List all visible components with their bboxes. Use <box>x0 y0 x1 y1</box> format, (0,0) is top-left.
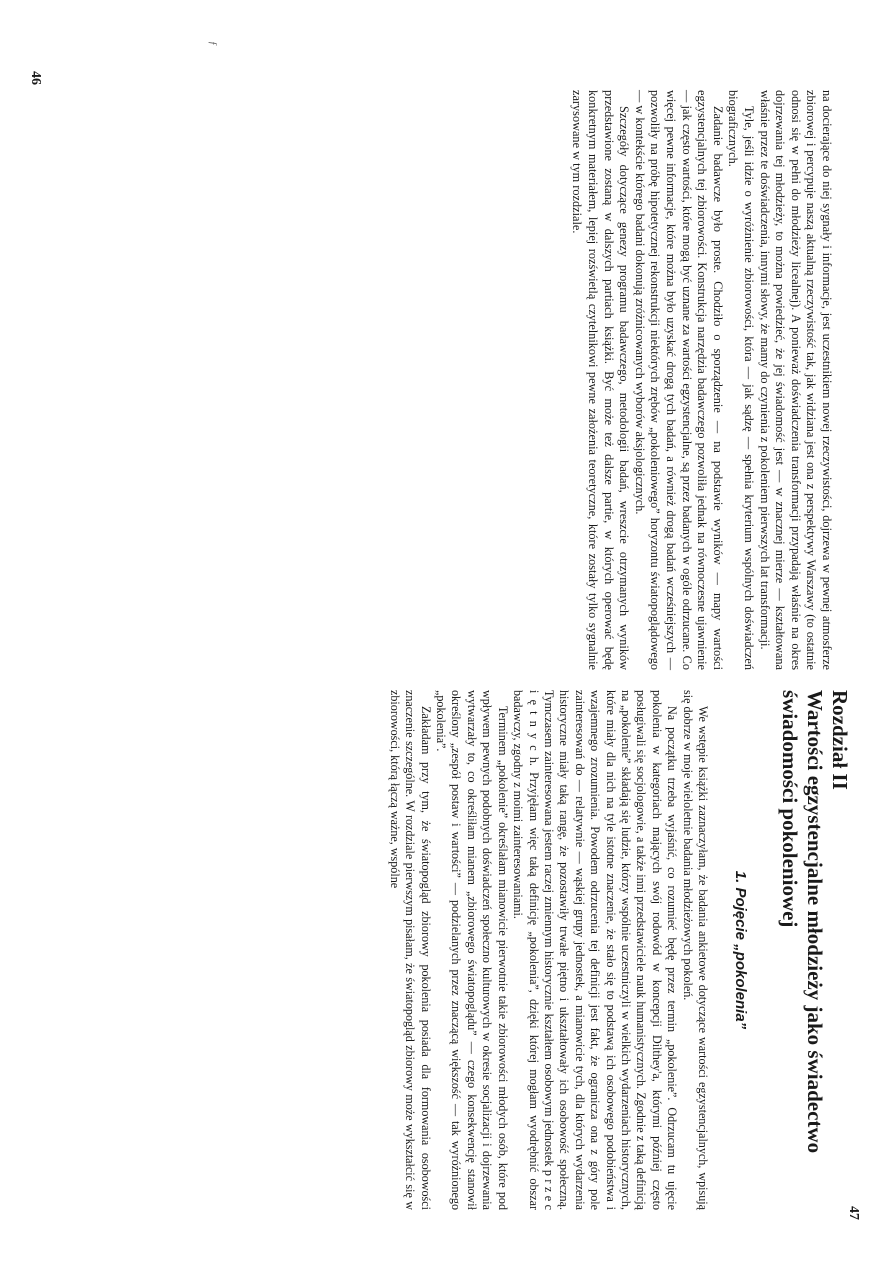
chapter-page <box>386 690 852 1210</box>
chapter-label: Rozdział II <box>828 690 852 790</box>
section-heading: 1. Pojęcie „pokolenia” <box>732 870 749 1030</box>
paragraph: na docierające do niej sygnały i informacje, jest uczestnikiem nowej rzeczywistości, dojrzewa w pewnej atmosferze zbiorowej i percypuje naszą aktualną rzeczywistość tak, jak widziana jest ona z perspektywy Warszawy (to ostatnie odnosi się w pełni do młodzieży licealnej). A ponieważ doświadczenia transformacji przypadają właśnie na okres dojrzewania tej młodzieży, to można powiedzieć, że jej świadomość jest — w znacznej mierze — kształtowana właśnie przez te doświadczenia, innymi słowy, że mamy do czynienia z pokoleniem pierwszych lat transformacji. <box>757 90 834 670</box>
paragraph: We wstępie książki zaznaczyłam, że badania ankietowe dotyczące wartości egzystencjalnych, wpisują się dobrze w moje wieloletnie badania młodzieżowych pokoleń. <box>680 690 710 1210</box>
paragraph: Zadanie badawcze było proste. Chodziło o sporządzenie — na podstawie wyników — mapy wartości egzystencjalnych tej zbiorowości. Konstrukcja narzędzia badawczego pozwoliła jednak na równoczesne ujawnienie — jak często wartości, które mogą być uznane za wartości egzystencjalne, są przez badanych w ogóle odrzucane. Co więcej pewne informacje, które można było uzyskać drogą tych badań, a również drogą badań wcześniejszych — pozwoliły na próbę hipotetycznej rekonstrukcji niektórych zrębów „pokoleniowego” horyzontu światopoglądowego — w kontekście którego badani dokonują zróżnicowanych wyborów aksjologicznych. <box>632 90 725 670</box>
paragraph: Szczegóły dotyczące genezy programu badawczego, metodologii badań, wreszcie otrzymanych wyników przedstawione zostaną w dalszych partiach książki. Być może też dalsze partie, w których operować będę konkretnym materiałem, lepiej rozświetlą czytelnikowi pewne założenia teoretyczne, które zostały tylko sygnalnie zarysowane w tym rozdziale. <box>570 90 632 670</box>
stray-mark: ƒ <box>207 41 218 46</box>
paragraph: Zakładam przy tym, że światopogląd zbiorowy pokolenia posiada dla formowania osobowości znaczenie szczególne. W rozdziale pierwszym pisałam, że światopogląd zbiorowy może wykształcić się w zbiorowości, którą łączą ważne, wspólne <box>387 690 433 1210</box>
chapter-title: Wartości egzystencjalne młodzieży jako świadectwo świadomości pokoleniowej <box>778 690 827 1154</box>
page-number-right: 47 <box>846 1206 861 1220</box>
paragraph: Na początku trzeba wyjaśnić, co rozumieć będę przez termin „pokolenie”. Odrzucam tu ujęcie pokolenia w kategoriach mających swój rodowód w koncepcji Dilthey'a, którymi później często posługiwali się socjologowie, a także inni przedstawiciele nauk humanistycznych. Zgodnie z taką definicją na „pokolenie” składają się ludzie, którzy wspólnie uczestniczyli w wielkich wydarzeniach historycznych, które miały dla nich na tyle istotne znaczenie, że stało się to podstawą ich osobowego podobieństwa i wzajemnego zrozumienia. Powodem odrzucenia tej definicji jest fakt, że ogranicza ona z góry pole zainteresowań do — relatywnie — wąskiej grupy jednostek, a mianowicie tych, dla których wydarzenia historyczne miały taką rangę, że pozostawiły trwałe piętno i ukształtowały ich osobowość społeczną. Tymczasem zainteresowana jestem raczej zmiennym historycznie kształtem osobowym jednostek p r z e c i ę t n y c h. Przyjęłam więc taką definicję „pokolenia”, dzięki której mogłam wyodrębnić obszar badawczy, zgodny z moimi zainteresowaniami. <box>511 690 680 1210</box>
paragraph: Terminem „pokolenie” określałam mianowicie pierwotnie takie zbiorowości młodych osób, które pod wpływem pewnych podobnych doświadczeń społeczno kulturowych w okresie socjalizacji i dojrzewania wytwarzały to, co określiłam mianem „zbiorowego światopoglądu” — czego konsekwencję stanowił określony „zespół postaw i wartości” — podzielanych przez znaczącą większość — tak wyróżnionego „pokolenia”. <box>434 690 510 1210</box>
paragraph: Tyle, jeśli idzie o wyróżnienie zbiorowości, która — jak sądzę — spełnia kryterium wspólnych doświadczeń biograficznych. <box>726 90 757 670</box>
chapter-body <box>386 690 710 1210</box>
page-number-left: 46 <box>28 71 43 85</box>
top-text-block <box>569 90 834 670</box>
